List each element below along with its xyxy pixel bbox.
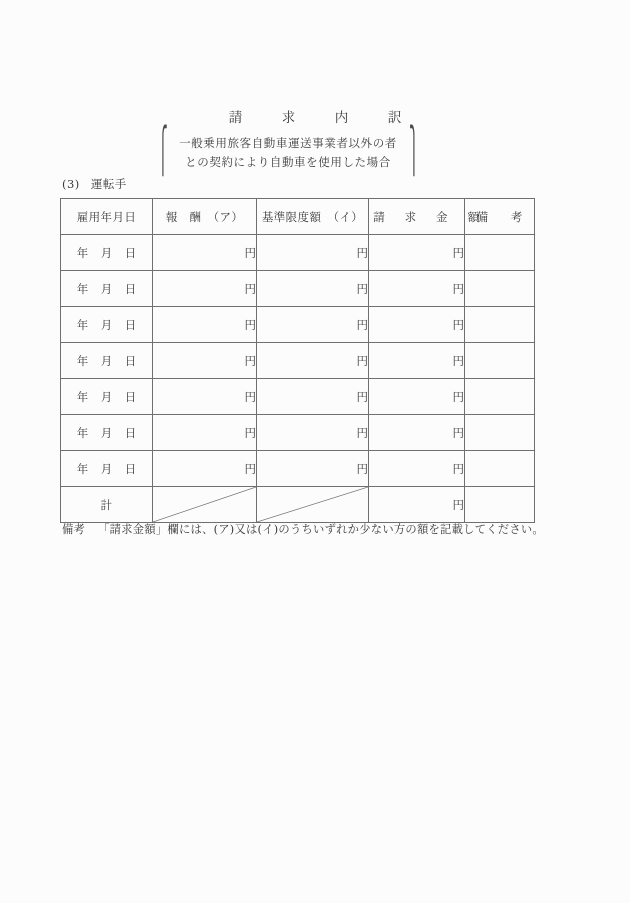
table-row — [61, 235, 535, 271]
cell-employment-date[interactable] — [61, 379, 153, 415]
date-unit: 日 — [124, 461, 137, 476]
date-unit: 日 — [124, 317, 137, 332]
cell-remarks[interactable] — [465, 271, 535, 307]
cell-standard-limit[interactable]: 円 — [257, 307, 369, 343]
cell-claim-amount[interactable]: 円 — [369, 415, 465, 451]
cell-total-limit-struck — [257, 487, 369, 523]
cell-standard-limit[interactable]: 円 — [257, 343, 369, 379]
table-row — [61, 379, 535, 415]
cell-claim-amount[interactable]: 円 — [369, 271, 465, 307]
cell-remuneration[interactable]: 円 — [153, 415, 257, 451]
document-title: 請 求 内 訳 — [228, 110, 415, 126]
left-brace-icon: ⎧ — [158, 127, 168, 179]
date-unit: 年 — [76, 461, 89, 476]
date-unit: 月 — [100, 245, 113, 260]
date-unit: 年 — [76, 425, 89, 440]
table-total-row — [61, 487, 535, 523]
cell-standard-limit[interactable]: 円 — [257, 271, 369, 307]
date-unit: 日 — [124, 245, 137, 260]
date-unit: 年 — [76, 317, 89, 332]
header-claim-amount: 請 求 金 額 — [369, 199, 465, 235]
subtitle-line-1: 一般乗用旅客自動車運送事業者以外の者 — [179, 136, 397, 150]
claim-breakdown-table — [60, 198, 535, 523]
cell-employment-date[interactable] — [61, 451, 153, 487]
cell-standard-limit[interactable]: 円 — [257, 379, 369, 415]
date-unit: 月 — [100, 461, 113, 476]
date-unit: 日 — [124, 389, 137, 404]
cell-remarks[interactable] — [465, 307, 535, 343]
right-brace-icon: ⎫ — [409, 127, 419, 179]
cell-remuneration[interactable]: 円 — [153, 451, 257, 487]
date-unit: 日 — [124, 281, 137, 296]
cell-total-label: 計 — [61, 487, 153, 523]
date-unit: 日 — [124, 425, 137, 440]
cell-remarks[interactable] — [465, 379, 535, 415]
cell-remuneration[interactable]: 円 — [153, 271, 257, 307]
table-row — [61, 451, 535, 487]
date-unit: 月 — [100, 281, 113, 296]
subtitle-line-2: との契約により自動車を使用した場合 — [185, 155, 391, 169]
section-number: (3) — [62, 177, 80, 191]
date-unit: 年 — [76, 389, 89, 404]
cell-claim-amount[interactable]: 円 — [369, 379, 465, 415]
cell-standard-limit[interactable]: 円 — [257, 235, 369, 271]
cell-employment-date[interactable] — [61, 271, 153, 307]
header-standard-limit: 基準限度額 （イ） — [257, 199, 369, 235]
cell-total-remarks[interactable] — [465, 487, 535, 523]
subtitle-text — [167, 134, 409, 172]
cell-claim-amount[interactable]: 円 — [369, 235, 465, 271]
section-heading — [62, 176, 127, 192]
date-unit: 月 — [100, 317, 113, 332]
cell-employment-date[interactable] — [61, 235, 153, 271]
cell-employment-date[interactable] — [61, 343, 153, 379]
date-unit: 月 — [100, 353, 113, 368]
cell-remarks[interactable] — [465, 235, 535, 271]
cell-employment-date[interactable] — [61, 307, 153, 343]
footnote — [62, 521, 544, 537]
cell-standard-limit[interactable]: 円 — [257, 451, 369, 487]
cell-claim-amount[interactable]: 円 — [369, 343, 465, 379]
date-unit: 日 — [124, 353, 137, 368]
cell-remarks[interactable] — [465, 415, 535, 451]
section-title: 運転手 — [90, 177, 127, 191]
date-unit: 年 — [76, 245, 89, 260]
table-row — [61, 415, 535, 451]
date-unit: 年 — [76, 281, 89, 296]
table-header-row — [61, 199, 535, 235]
table-row — [61, 307, 535, 343]
date-unit: 月 — [100, 389, 113, 404]
cell-standard-limit[interactable]: 円 — [257, 415, 369, 451]
header-remuneration: 報 酬 （ア） — [153, 199, 257, 235]
date-unit: 年 — [76, 353, 89, 368]
table-row — [61, 343, 535, 379]
table-row — [61, 271, 535, 307]
cell-claim-amount[interactable]: 円 — [369, 451, 465, 487]
date-unit: 月 — [100, 425, 113, 440]
footnote-label: 備考 — [62, 523, 86, 536]
cell-claim-amount[interactable]: 円 — [369, 307, 465, 343]
cell-remuneration[interactable]: 円 — [153, 343, 257, 379]
cell-total-claim-amount[interactable]: 円 — [369, 487, 465, 523]
header-employment-date: 雇用年月日 — [61, 199, 153, 235]
subtitle-bracket-group — [158, 127, 419, 179]
table-body — [61, 235, 535, 523]
cell-total-remuneration-struck — [153, 487, 257, 523]
cell-employment-date[interactable] — [61, 415, 153, 451]
cell-remarks[interactable] — [465, 343, 535, 379]
cell-remarks[interactable] — [465, 451, 535, 487]
cell-remuneration[interactable]: 円 — [153, 235, 257, 271]
footnote-text: 「請求金額」欄には、(ア)又は(イ)のうちいずれか少ない方の額を記載してください。 — [98, 523, 544, 536]
cell-remuneration[interactable]: 円 — [153, 379, 257, 415]
cell-remuneration[interactable]: 円 — [153, 307, 257, 343]
header-remarks: 備 考 — [465, 199, 535, 235]
